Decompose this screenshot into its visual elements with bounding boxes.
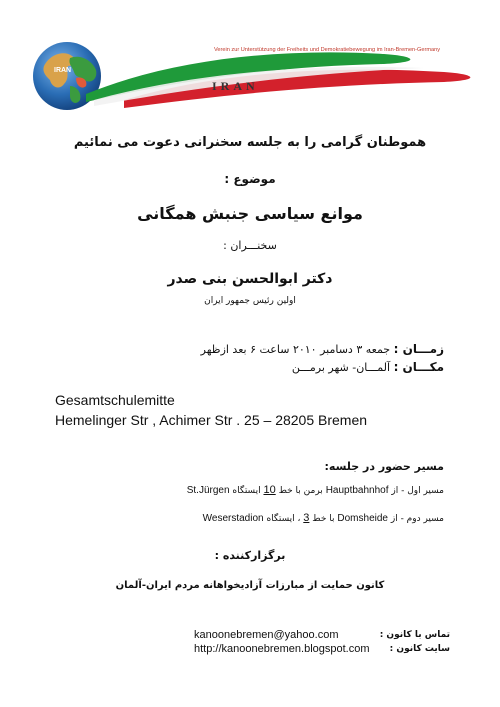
contact-site-label: سایت کانون : — [389, 644, 450, 654]
place-value: آلمـــان- شهر برمـــن — [291, 361, 391, 374]
contact-site-link[interactable]: http://kanoonebremen.blogspot.com — [194, 643, 370, 655]
route-1-stop: St.Jürgen — [186, 485, 230, 496]
organization-tagline: Verein zur Unterstützung der Freiheits und Demokratiebewegung im Iran-Bremen-Germany — [214, 47, 441, 53]
route-1-mid-b: ایستگاه — [232, 486, 261, 496]
time-label: زمـــان : — [393, 342, 444, 356]
venue-name: Gesamtschulemitte — [55, 392, 175, 408]
route-1-prefix: مسیر اول - از — [391, 486, 444, 496]
globe-label: IRAN — [54, 67, 72, 74]
contact-email-label: تماس با کانون : — [379, 630, 450, 640]
route-1-from: Hauptbahnhof — [325, 485, 389, 496]
route-1-line: 10 — [263, 484, 276, 496]
route-1-mid-a: برمن با خط — [278, 486, 323, 496]
route-2-from: Domsheide — [337, 513, 388, 524]
speaker-title: اولین رئیس جمهور ایران — [204, 296, 296, 306]
subject-label: موضوع : — [224, 172, 276, 186]
place-row — [292, 360, 444, 374]
invitation-line: هموطنان گرامی را به جلسه سخنرانی دعوت می نمائیم — [73, 135, 427, 150]
route-1 — [187, 484, 444, 496]
route-2 — [203, 512, 444, 524]
route-2-prefix: مسیر دوم - از — [390, 514, 444, 524]
speaker-label: سخنـــران : — [223, 239, 277, 252]
place-label: مکـــان : — [393, 360, 444, 374]
contact-email-link[interactable]: kanoonebremen@yahoo.com — [194, 629, 339, 641]
subject-title: موانع سیاسی جنبش همگانی — [137, 204, 363, 223]
organizer-label: برگزارکننده : — [214, 549, 286, 562]
route-2-mid-a: با خط — [312, 514, 335, 524]
time-row — [201, 342, 444, 356]
brand-text: IRAN — [212, 79, 259, 93]
routes-title: مسیر حضور در جلسه: — [324, 460, 444, 473]
route-2-stop: Weserstadion — [202, 513, 264, 524]
time-value: جمعه ۳ دسامبر ۲۰۱۰ ساعت ۶ بعد ازظهر — [200, 343, 391, 356]
venue-address: Hemelinger Str , Achimer Str . 25 – 28205 Bremen — [55, 412, 368, 428]
route-2-mid-b: ، ایستگاه — [266, 514, 301, 524]
route-2-line: 3 — [303, 512, 310, 524]
organizer-name: کانون حمایت از مبارزات آزادیخواهانه مردم ایران-آلمان — [115, 580, 385, 591]
speaker-name: دکتر ابوالحسن بنی صدر — [167, 271, 333, 287]
